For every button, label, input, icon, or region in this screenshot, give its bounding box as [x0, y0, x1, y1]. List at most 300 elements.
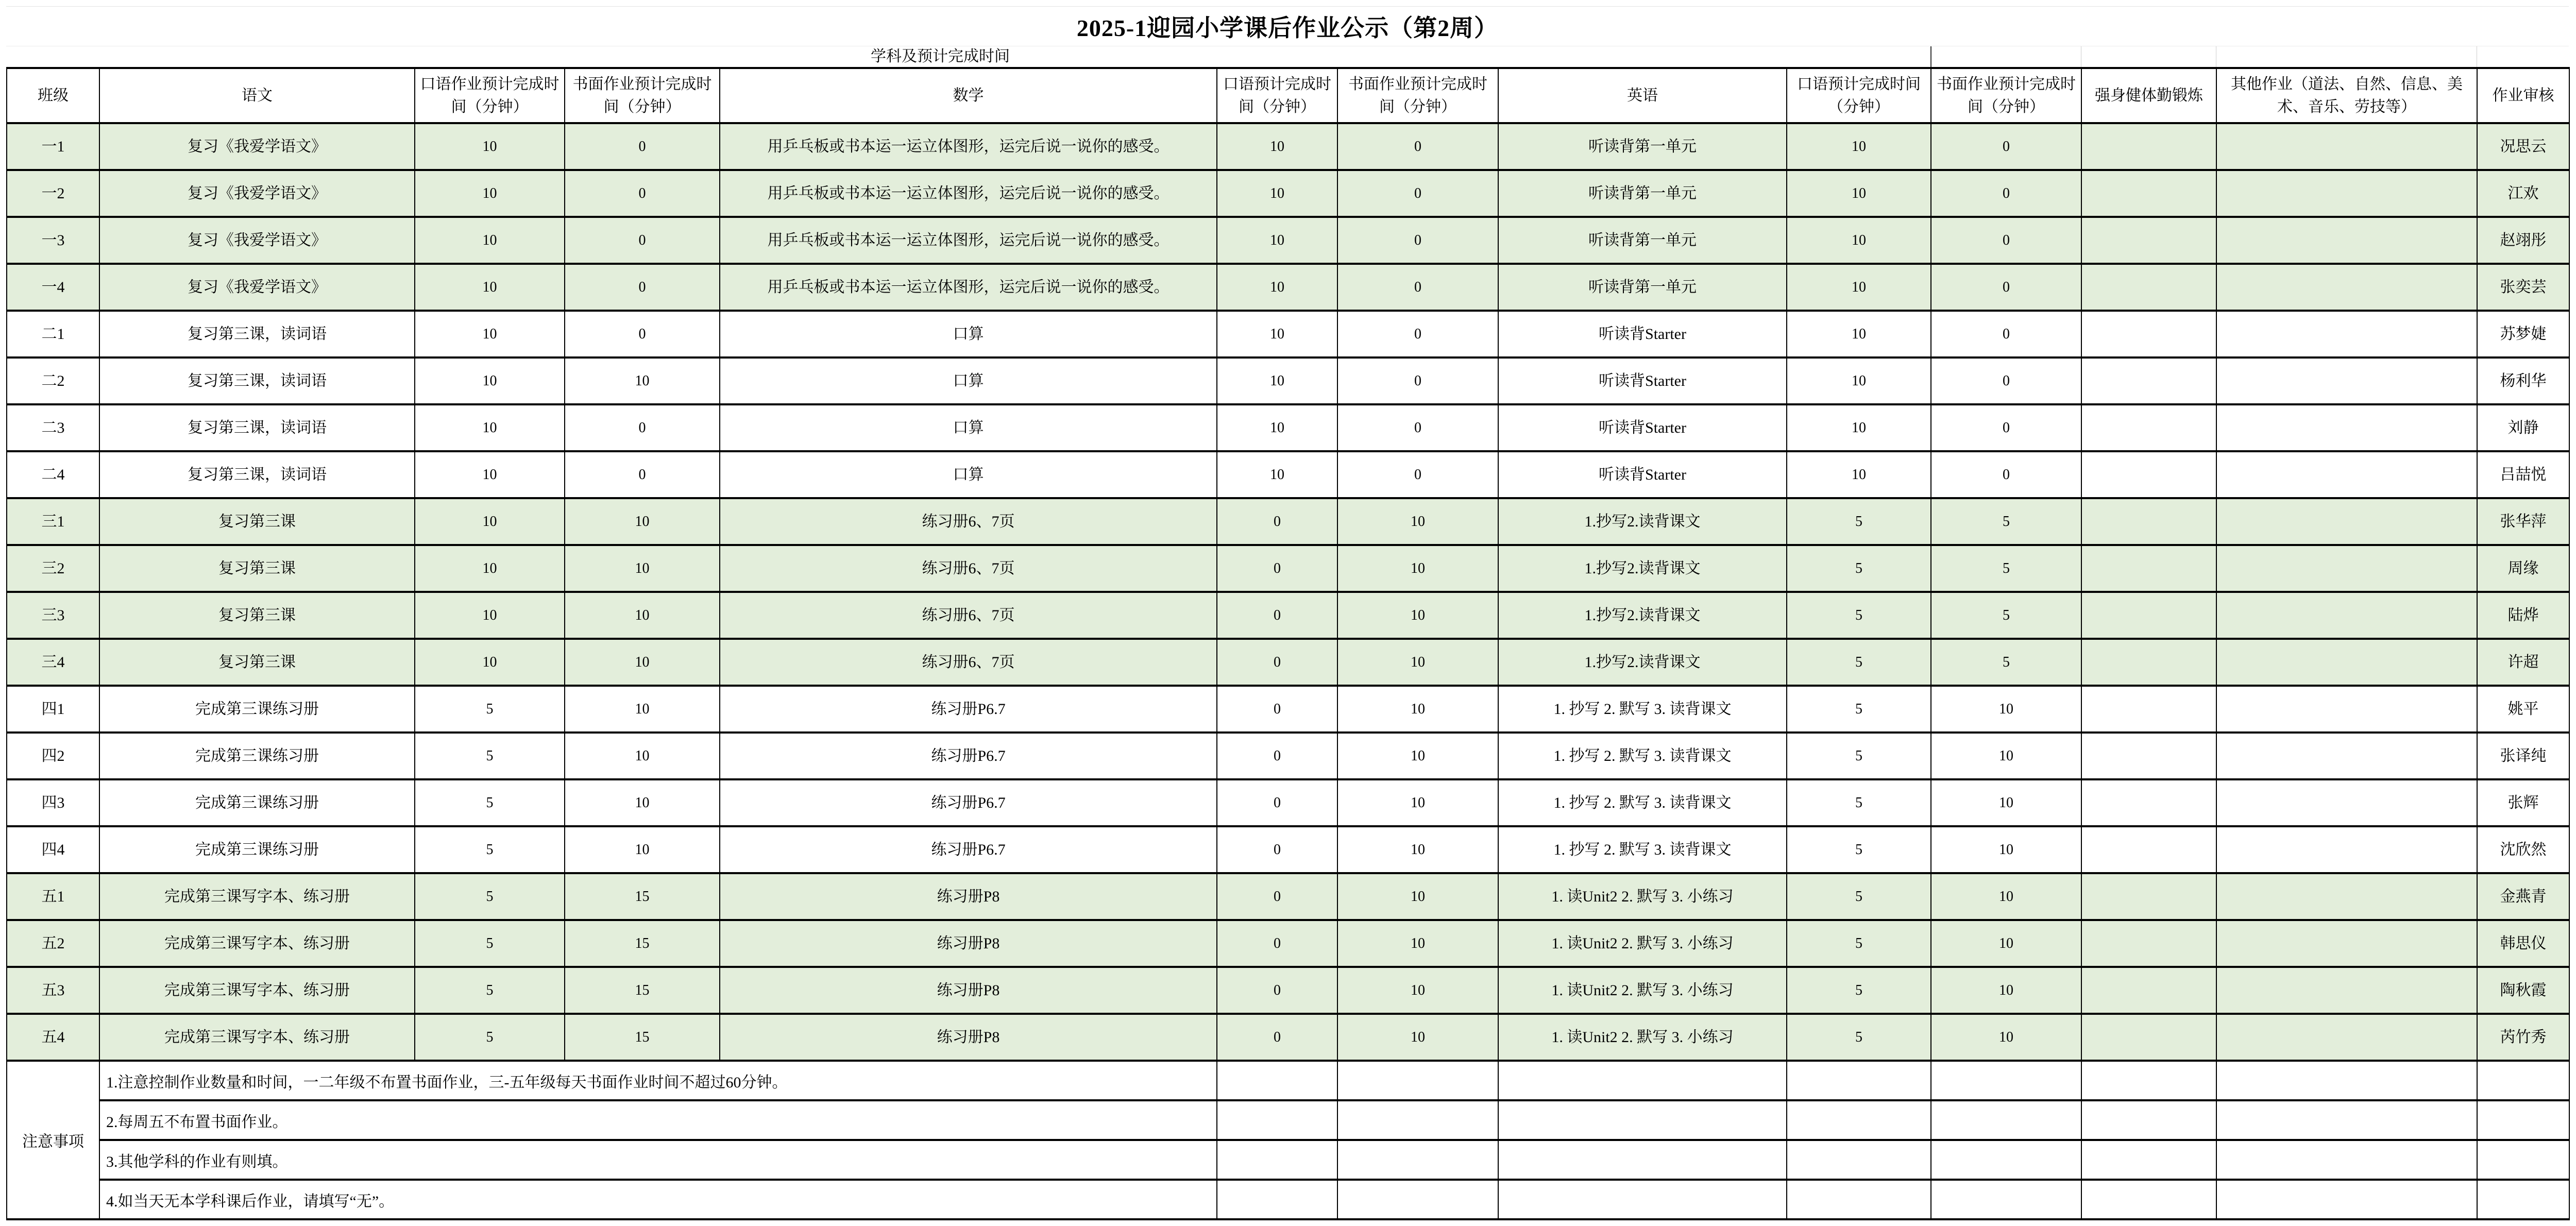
- notes-label[interactable]: 注意事项: [7, 1061, 99, 1219]
- cell-reviewer[interactable]: 吕喆悦: [2477, 451, 2569, 498]
- cell-reviewer[interactable]: 周缘: [2477, 545, 2569, 592]
- cell-math_written[interactable]: 10: [1337, 733, 1498, 779]
- column-header-chinese_oral[interactable]: 口语作业预计完成时间（分钟）: [415, 68, 565, 123]
- cell-pe[interactable]: [2081, 592, 2216, 639]
- cell-math_written[interactable]: 10: [1337, 639, 1498, 686]
- column-header-chinese_written[interactable]: 书面作业预计完成时间（分钟）: [565, 68, 720, 123]
- cell-chinese_oral[interactable]: 10: [415, 311, 565, 357]
- cell-class_label[interactable]: 二4: [7, 451, 99, 498]
- cell-chinese_written[interactable]: 10: [565, 826, 720, 873]
- empty-cell[interactable]: [1931, 1180, 2081, 1219]
- cell-math_written[interactable]: 0: [1337, 311, 1498, 357]
- cell-class_label[interactable]: 四4: [7, 826, 99, 873]
- cell-math[interactable]: 练习册6、7页: [720, 639, 1217, 686]
- cell-class_label[interactable]: 三1: [7, 498, 99, 545]
- cell-other[interactable]: [2216, 217, 2477, 264]
- cell-math_oral[interactable]: 10: [1217, 217, 1337, 264]
- cell-chinese_oral[interactable]: 5: [415, 1014, 565, 1061]
- empty-cell[interactable]: [2216, 1061, 2477, 1100]
- cell-math_oral[interactable]: 0: [1217, 920, 1337, 967]
- cell-english[interactable]: 1. 抄写 2. 默写 3. 读背课文: [1498, 686, 1787, 733]
- cell-english_oral[interactable]: 10: [1787, 170, 1931, 217]
- cell-chinese_written[interactable]: 15: [565, 920, 720, 967]
- cell-chinese_oral[interactable]: 10: [415, 264, 565, 311]
- cell-english_oral[interactable]: 10: [1787, 123, 1931, 170]
- cell-chinese_oral[interactable]: 10: [415, 217, 565, 264]
- cell-math_written[interactable]: 0: [1337, 170, 1498, 217]
- cell-chinese_written[interactable]: 10: [565, 639, 720, 686]
- cell-math_written[interactable]: 10: [1337, 498, 1498, 545]
- cell-class_label[interactable]: 五4: [7, 1014, 99, 1061]
- cell-class_label[interactable]: 一4: [7, 264, 99, 311]
- cell-pe[interactable]: [2081, 170, 2216, 217]
- cell-english_written[interactable]: 10: [1931, 873, 2081, 920]
- cell-english[interactable]: 听读背第一单元: [1498, 170, 1787, 217]
- cell-math[interactable]: 口算: [720, 451, 1217, 498]
- empty-cell[interactable]: [1498, 1180, 1787, 1219]
- cell-chinese_written[interactable]: 10: [565, 779, 720, 826]
- cell-english[interactable]: 1. 抄写 2. 默写 3. 读背课文: [1498, 733, 1787, 779]
- cell-reviewer[interactable]: 芮竹秀: [2477, 1014, 2569, 1061]
- cell-other[interactable]: [2216, 967, 2477, 1014]
- cell-chinese_oral[interactable]: 5: [415, 733, 565, 779]
- cell-pe[interactable]: [2081, 264, 2216, 311]
- cell-math[interactable]: 用乒乓板或书本运一运立体图形，运完后说一说你的感受。: [720, 123, 1217, 170]
- cell-math_oral[interactable]: 0: [1217, 733, 1337, 779]
- cell-reviewer[interactable]: 况思云: [2477, 123, 2569, 170]
- empty-cell[interactable]: [1217, 1061, 1337, 1100]
- cell-chinese_oral[interactable]: 10: [415, 404, 565, 451]
- cell-class_label[interactable]: 四2: [7, 733, 99, 779]
- cell-chinese_written[interactable]: 0: [565, 170, 720, 217]
- note-text[interactable]: 2.每周五不布置书面作业。: [99, 1100, 1217, 1140]
- cell-english[interactable]: 听读背Starter: [1498, 451, 1787, 498]
- cell-chinese[interactable]: 复习第三课: [99, 639, 415, 686]
- cell-english[interactable]: 1. 读Unit2 2. 默写 3. 小练习: [1498, 967, 1787, 1014]
- cell-english[interactable]: 听读背第一单元: [1498, 123, 1787, 170]
- cell-english[interactable]: 听读背第一单元: [1498, 217, 1787, 264]
- page-title[interactable]: 2025-1迎园小学课后作业公示（第2周）: [1076, 15, 1499, 41]
- cell-math[interactable]: 练习册P8: [720, 873, 1217, 920]
- cell-math_oral[interactable]: 10: [1217, 357, 1337, 404]
- empty-cell[interactable]: [1931, 1140, 2081, 1180]
- cell-math[interactable]: 用乒乓板或书本运一运立体图形，运完后说一说你的感受。: [720, 264, 1217, 311]
- cell-chinese_oral[interactable]: 5: [415, 686, 565, 733]
- cell-math_oral[interactable]: 0: [1217, 498, 1337, 545]
- cell-chinese_written[interactable]: 0: [565, 451, 720, 498]
- cell-english[interactable]: 1. 抄写 2. 默写 3. 读背课文: [1498, 779, 1787, 826]
- cell-chinese_written[interactable]: 10: [565, 498, 720, 545]
- empty-cell[interactable]: [1217, 1140, 1337, 1180]
- cell-english_oral[interactable]: 10: [1787, 264, 1931, 311]
- cell-math[interactable]: 练习册P6.7: [720, 826, 1217, 873]
- empty-cell[interactable]: [2081, 1180, 2216, 1219]
- cell-reviewer[interactable]: 许超: [2477, 639, 2569, 686]
- cell-class_label[interactable]: 五3: [7, 967, 99, 1014]
- empty-cell[interactable]: [1337, 1180, 1498, 1219]
- cell-other[interactable]: [2216, 123, 2477, 170]
- cell-reviewer[interactable]: 张辉: [2477, 779, 2569, 826]
- cell-math_written[interactable]: 0: [1337, 404, 1498, 451]
- cell-chinese_oral[interactable]: 5: [415, 873, 565, 920]
- empty-cell[interactable]: [2477, 1100, 2569, 1140]
- cell-english_written[interactable]: 0: [1931, 357, 2081, 404]
- cell-english_oral[interactable]: 10: [1787, 404, 1931, 451]
- cell-english[interactable]: 听读背Starter: [1498, 357, 1787, 404]
- cell-reviewer[interactable]: 张译纯: [2477, 733, 2569, 779]
- cell-math[interactable]: 用乒乓板或书本运一运立体图形，运完后说一说你的感受。: [720, 217, 1217, 264]
- cell-english_oral[interactable]: 10: [1787, 451, 1931, 498]
- empty-cell[interactable]: [1787, 1180, 1931, 1219]
- cell-pe[interactable]: [2081, 451, 2216, 498]
- cell-math[interactable]: 练习册6、7页: [720, 498, 1217, 545]
- cell-english_oral[interactable]: 10: [1787, 217, 1931, 264]
- cell-english[interactable]: 1.抄写2.读背课文: [1498, 545, 1787, 592]
- cell-chinese_oral[interactable]: 5: [415, 779, 565, 826]
- cell-pe[interactable]: [2081, 498, 2216, 545]
- cell-english_oral[interactable]: 5: [1787, 639, 1931, 686]
- cell-reviewer[interactable]: 张华萍: [2477, 498, 2569, 545]
- cell-pe[interactable]: [2081, 404, 2216, 451]
- cell-pe[interactable]: [2081, 123, 2216, 170]
- cell-math[interactable]: 练习册6、7页: [720, 545, 1217, 592]
- cell-chinese_written[interactable]: 10: [565, 686, 720, 733]
- empty-cell[interactable]: [2477, 1140, 2569, 1180]
- cell-math[interactable]: 练习册P8: [720, 920, 1217, 967]
- cell-math[interactable]: 练习册P6.7: [720, 686, 1217, 733]
- cell-english_oral[interactable]: 10: [1787, 357, 1931, 404]
- cell-chinese_written[interactable]: 0: [565, 311, 720, 357]
- cell-english_written[interactable]: 0: [1931, 404, 2081, 451]
- cell-class_label[interactable]: 一3: [7, 217, 99, 264]
- cell-english[interactable]: 听读背Starter: [1498, 404, 1787, 451]
- cell-math_written[interactable]: 0: [1337, 264, 1498, 311]
- column-header-english_written[interactable]: 书面作业预计完成时间（分钟）: [1931, 68, 2081, 123]
- cell-math_written[interactable]: 0: [1337, 123, 1498, 170]
- column-header-reviewer[interactable]: 作业审核: [2477, 68, 2569, 123]
- cell-math_written[interactable]: 0: [1337, 357, 1498, 404]
- cell-chinese[interactable]: 完成第三课写字本、练习册: [99, 920, 415, 967]
- cell-chinese_oral[interactable]: 10: [415, 592, 565, 639]
- cell-chinese_oral[interactable]: 5: [415, 920, 565, 967]
- cell-reviewer[interactable]: 江欢: [2477, 170, 2569, 217]
- cell-chinese_written[interactable]: 0: [565, 123, 720, 170]
- cell-math_written[interactable]: 10: [1337, 826, 1498, 873]
- empty-cell[interactable]: [1498, 1061, 1787, 1100]
- cell-pe[interactable]: [2081, 686, 2216, 733]
- cell-chinese[interactable]: 复习第三课，读词语: [99, 311, 415, 357]
- cell-chinese[interactable]: 完成第三课写字本、练习册: [99, 873, 415, 920]
- cell-other[interactable]: [2216, 498, 2477, 545]
- cell-english[interactable]: 听读背第一单元: [1498, 264, 1787, 311]
- empty-cell[interactable]: [2216, 1140, 2477, 1180]
- cell-chinese[interactable]: 复习《我爱学语文》: [99, 123, 415, 170]
- cell-math[interactable]: 口算: [720, 404, 1217, 451]
- cell-math_written[interactable]: 10: [1337, 1014, 1498, 1061]
- cell-chinese_written[interactable]: 15: [565, 967, 720, 1014]
- cell-math[interactable]: 练习册P6.7: [720, 733, 1217, 779]
- empty-cell[interactable]: [1787, 1100, 1931, 1140]
- cell-chinese[interactable]: 复习《我爱学语文》: [99, 217, 415, 264]
- cell-math_oral[interactable]: 10: [1217, 451, 1337, 498]
- cell-math_oral[interactable]: 0: [1217, 686, 1337, 733]
- cell-math_oral[interactable]: 0: [1217, 592, 1337, 639]
- cell-chinese[interactable]: 复习第三课，读词语: [99, 357, 415, 404]
- column-header-english_oral[interactable]: 口语预计完成时间（分钟）: [1787, 68, 1931, 123]
- cell-other[interactable]: [2216, 686, 2477, 733]
- cell-class_label[interactable]: 四3: [7, 779, 99, 826]
- cell-pe[interactable]: [2081, 1014, 2216, 1061]
- cell-math_written[interactable]: 0: [1337, 451, 1498, 498]
- cell-reviewer[interactable]: 陶秋霞: [2477, 967, 2569, 1014]
- cell-math_written[interactable]: 10: [1337, 873, 1498, 920]
- cell-class_label[interactable]: 五2: [7, 920, 99, 967]
- cell-math_oral[interactable]: 0: [1217, 639, 1337, 686]
- cell-pe[interactable]: [2081, 311, 2216, 357]
- cell-math_oral[interactable]: 0: [1217, 873, 1337, 920]
- cell-math[interactable]: 口算: [720, 357, 1217, 404]
- cell-chinese_written[interactable]: 15: [565, 873, 720, 920]
- cell-english_oral[interactable]: 5: [1787, 920, 1931, 967]
- cell-other[interactable]: [2216, 451, 2477, 498]
- cell-pe[interactable]: [2081, 920, 2216, 967]
- empty-cell[interactable]: [2216, 1180, 2477, 1219]
- cell-other[interactable]: [2216, 1014, 2477, 1061]
- column-header-class_label[interactable]: 班级: [7, 68, 99, 123]
- cell-chinese[interactable]: 复习第三课: [99, 545, 415, 592]
- cell-other[interactable]: [2216, 264, 2477, 311]
- empty-cell[interactable]: [1217, 1180, 1337, 1219]
- cell-chinese[interactable]: 完成第三课练习册: [99, 733, 415, 779]
- column-header-pe[interactable]: 强身健体勤锻炼: [2081, 68, 2216, 123]
- cell-math_written[interactable]: 10: [1337, 686, 1498, 733]
- cell-class_label[interactable]: 四1: [7, 686, 99, 733]
- cell-reviewer[interactable]: 韩思仪: [2477, 920, 2569, 967]
- cell-english_written[interactable]: 10: [1931, 1014, 2081, 1061]
- empty-cell[interactable]: [2081, 1061, 2216, 1100]
- cell-pe[interactable]: [2081, 733, 2216, 779]
- cell-pe[interactable]: [2081, 779, 2216, 826]
- cell-other[interactable]: [2216, 592, 2477, 639]
- cell-english_oral[interactable]: 5: [1787, 733, 1931, 779]
- cell-reviewer[interactable]: 沈欣然: [2477, 826, 2569, 873]
- empty-cell[interactable]: [1337, 1061, 1498, 1100]
- cell-chinese[interactable]: 完成第三课练习册: [99, 686, 415, 733]
- cell-other[interactable]: [2216, 545, 2477, 592]
- cell-english[interactable]: 1.抄写2.读背课文: [1498, 498, 1787, 545]
- empty-cell[interactable]: [1931, 1100, 2081, 1140]
- cell-chinese[interactable]: 复习《我爱学语文》: [99, 264, 415, 311]
- cell-chinese[interactable]: 复习《我爱学语文》: [99, 170, 415, 217]
- cell-reviewer[interactable]: 金燕青: [2477, 873, 2569, 920]
- cell-english_written[interactable]: 0: [1931, 123, 2081, 170]
- cell-math_oral[interactable]: 0: [1217, 1014, 1337, 1061]
- cell-math_oral[interactable]: 0: [1217, 826, 1337, 873]
- note-text[interactable]: 3.其他学科的作业有则填。: [99, 1140, 1217, 1180]
- column-header-math[interactable]: 数学: [720, 68, 1217, 123]
- empty-cell[interactable]: [1337, 1100, 1498, 1140]
- cell-english_written[interactable]: 5: [1931, 592, 2081, 639]
- cell-chinese[interactable]: 完成第三课写字本、练习册: [99, 967, 415, 1014]
- cell-math_oral[interactable]: 10: [1217, 264, 1337, 311]
- cell-math_oral[interactable]: 10: [1217, 123, 1337, 170]
- cell-pe[interactable]: [2081, 967, 2216, 1014]
- empty-cell[interactable]: [2477, 1061, 2569, 1100]
- cell-pe[interactable]: [2081, 357, 2216, 404]
- cell-class_label[interactable]: 二1: [7, 311, 99, 357]
- cell-chinese_oral[interactable]: 10: [415, 545, 565, 592]
- cell-chinese_written[interactable]: 15: [565, 1014, 720, 1061]
- cell-class_label[interactable]: 三2: [7, 545, 99, 592]
- cell-chinese_written[interactable]: 0: [565, 217, 720, 264]
- cell-math[interactable]: 练习册P8: [720, 1014, 1217, 1061]
- cell-other[interactable]: [2216, 170, 2477, 217]
- cell-reviewer[interactable]: 杨利华: [2477, 357, 2569, 404]
- cell-english_oral[interactable]: 5: [1787, 1014, 1931, 1061]
- cell-class_label[interactable]: 一1: [7, 123, 99, 170]
- cell-math_oral[interactable]: 10: [1217, 404, 1337, 451]
- empty-cell[interactable]: [1498, 1140, 1787, 1180]
- cell-math[interactable]: 用乒乓板或书本运一运立体图形，运完后说一说你的感受。: [720, 170, 1217, 217]
- cell-english_oral[interactable]: 5: [1787, 826, 1931, 873]
- cell-english_oral[interactable]: 5: [1787, 686, 1931, 733]
- cell-english_oral[interactable]: 5: [1787, 498, 1931, 545]
- cell-math_written[interactable]: 0: [1337, 217, 1498, 264]
- cell-other[interactable]: [2216, 733, 2477, 779]
- cell-chinese_written[interactable]: 10: [565, 592, 720, 639]
- cell-english_written[interactable]: 0: [1931, 217, 2081, 264]
- empty-cell[interactable]: [2081, 1140, 2216, 1180]
- cell-math_oral[interactable]: 10: [1217, 311, 1337, 357]
- cell-reviewer[interactable]: 苏梦婕: [2477, 311, 2569, 357]
- cell-reviewer[interactable]: 刘静: [2477, 404, 2569, 451]
- empty-cell[interactable]: [2216, 1100, 2477, 1140]
- cell-english_written[interactable]: 0: [1931, 311, 2081, 357]
- column-header-math_written[interactable]: 书面作业预计完成时间（分钟）: [1337, 68, 1498, 123]
- cell-other[interactable]: [2216, 779, 2477, 826]
- note-text[interactable]: 1.注意控制作业数量和时间，一二年级不布置书面作业，三-五年级每天书面作业时间不超过60分钟。: [99, 1061, 1217, 1100]
- cell-english_written[interactable]: 10: [1931, 686, 2081, 733]
- cell-english_written[interactable]: 5: [1931, 498, 2081, 545]
- column-header-other[interactable]: 其他作业（道法、自然、信息、美术、音乐、劳技等）: [2216, 68, 2477, 123]
- cell-pe[interactable]: [2081, 826, 2216, 873]
- cell-class_label[interactable]: 二2: [7, 357, 99, 404]
- cell-chinese_written[interactable]: 0: [565, 264, 720, 311]
- cell-math_oral[interactable]: 0: [1217, 779, 1337, 826]
- cell-chinese_oral[interactable]: 5: [415, 826, 565, 873]
- cell-math_written[interactable]: 10: [1337, 545, 1498, 592]
- cell-other[interactable]: [2216, 920, 2477, 967]
- cell-english[interactable]: 1. 抄写 2. 默写 3. 读背课文: [1498, 826, 1787, 873]
- cell-math_written[interactable]: 10: [1337, 592, 1498, 639]
- cell-chinese_oral[interactable]: 10: [415, 498, 565, 545]
- cell-chinese_oral[interactable]: 10: [415, 639, 565, 686]
- cell-math_written[interactable]: 10: [1337, 920, 1498, 967]
- empty-cell[interactable]: [2477, 1180, 2569, 1219]
- cell-class_label[interactable]: 二3: [7, 404, 99, 451]
- cell-math[interactable]: 口算: [720, 311, 1217, 357]
- empty-cell[interactable]: [2081, 1100, 2216, 1140]
- cell-chinese_oral[interactable]: 10: [415, 170, 565, 217]
- cell-chinese[interactable]: 复习第三课: [99, 592, 415, 639]
- cell-chinese[interactable]: 完成第三课写字本、练习册: [99, 1014, 415, 1061]
- cell-chinese[interactable]: 复习第三课: [99, 498, 415, 545]
- cell-english_written[interactable]: 10: [1931, 733, 2081, 779]
- cell-math_oral[interactable]: 0: [1217, 967, 1337, 1014]
- cell-english[interactable]: 1. 读Unit2 2. 默写 3. 小练习: [1498, 1014, 1787, 1061]
- cell-reviewer[interactable]: 姚平: [2477, 686, 2569, 733]
- cell-english_oral[interactable]: 10: [1787, 311, 1931, 357]
- cell-english[interactable]: 1.抄写2.读背课文: [1498, 639, 1787, 686]
- cell-english_oral[interactable]: 5: [1787, 545, 1931, 592]
- cell-other[interactable]: [2216, 873, 2477, 920]
- cell-math_written[interactable]: 10: [1337, 967, 1498, 1014]
- cell-chinese_oral[interactable]: 10: [415, 451, 565, 498]
- cell-other[interactable]: [2216, 404, 2477, 451]
- cell-other[interactable]: [2216, 311, 2477, 357]
- cell-chinese_written[interactable]: 10: [565, 545, 720, 592]
- cell-reviewer[interactable]: 赵翊彤: [2477, 217, 2569, 264]
- empty-cell[interactable]: [1931, 1061, 2081, 1100]
- cell-english_written[interactable]: 5: [1931, 639, 2081, 686]
- cell-chinese_written[interactable]: 0: [565, 404, 720, 451]
- cell-english_written[interactable]: 10: [1931, 779, 2081, 826]
- cell-other[interactable]: [2216, 826, 2477, 873]
- cell-chinese[interactable]: 复习第三课，读词语: [99, 404, 415, 451]
- cell-pe[interactable]: [2081, 639, 2216, 686]
- cell-class_label[interactable]: 五1: [7, 873, 99, 920]
- cell-english_oral[interactable]: 5: [1787, 967, 1931, 1014]
- cell-chinese_oral[interactable]: 10: [415, 123, 565, 170]
- column-header-chinese[interactable]: 语文: [99, 68, 415, 123]
- cell-english_written[interactable]: 10: [1931, 826, 2081, 873]
- cell-english_oral[interactable]: 5: [1787, 873, 1931, 920]
- cell-pe[interactable]: [2081, 217, 2216, 264]
- column-header-english[interactable]: 英语: [1498, 68, 1787, 123]
- cell-math[interactable]: 练习册P6.7: [720, 779, 1217, 826]
- cell-english[interactable]: 1.抄写2.读背课文: [1498, 592, 1787, 639]
- cell-pe[interactable]: [2081, 873, 2216, 920]
- note-text[interactable]: 4.如当天无本学科课后作业，请填写“无”。: [99, 1180, 1217, 1219]
- cell-chinese_oral[interactable]: 10: [415, 357, 565, 404]
- cell-chinese[interactable]: 复习第三课，读词语: [99, 451, 415, 498]
- empty-cell[interactable]: [1217, 1100, 1337, 1140]
- cell-pe[interactable]: [2081, 545, 2216, 592]
- subtitle-label[interactable]: 学科及预计完成时间: [871, 48, 1010, 65]
- cell-math_oral[interactable]: 10: [1217, 170, 1337, 217]
- cell-chinese_oral[interactable]: 5: [415, 967, 565, 1014]
- cell-math_oral[interactable]: 0: [1217, 545, 1337, 592]
- cell-english[interactable]: 1. 读Unit2 2. 默写 3. 小练习: [1498, 920, 1787, 967]
- empty-cell[interactable]: [1787, 1061, 1931, 1100]
- empty-cell[interactable]: [1498, 1100, 1787, 1140]
- cell-chinese_written[interactable]: 10: [565, 357, 720, 404]
- cell-english[interactable]: 1. 读Unit2 2. 默写 3. 小练习: [1498, 873, 1787, 920]
- empty-cell[interactable]: [1337, 1140, 1498, 1180]
- cell-chinese[interactable]: 完成第三课练习册: [99, 779, 415, 826]
- cell-other[interactable]: [2216, 639, 2477, 686]
- cell-class_label[interactable]: 三3: [7, 592, 99, 639]
- cell-english_oral[interactable]: 5: [1787, 592, 1931, 639]
- cell-chinese[interactable]: 完成第三课练习册: [99, 826, 415, 873]
- cell-english_written[interactable]: 0: [1931, 264, 2081, 311]
- cell-english[interactable]: 听读背Starter: [1498, 311, 1787, 357]
- cell-english_written[interactable]: 0: [1931, 170, 2081, 217]
- empty-cell[interactable]: [1787, 1140, 1931, 1180]
- cell-english_written[interactable]: 10: [1931, 967, 2081, 1014]
- cell-reviewer[interactable]: 陆烨: [2477, 592, 2569, 639]
- column-header-math_oral[interactable]: 口语预计完成时间（分钟）: [1217, 68, 1337, 123]
